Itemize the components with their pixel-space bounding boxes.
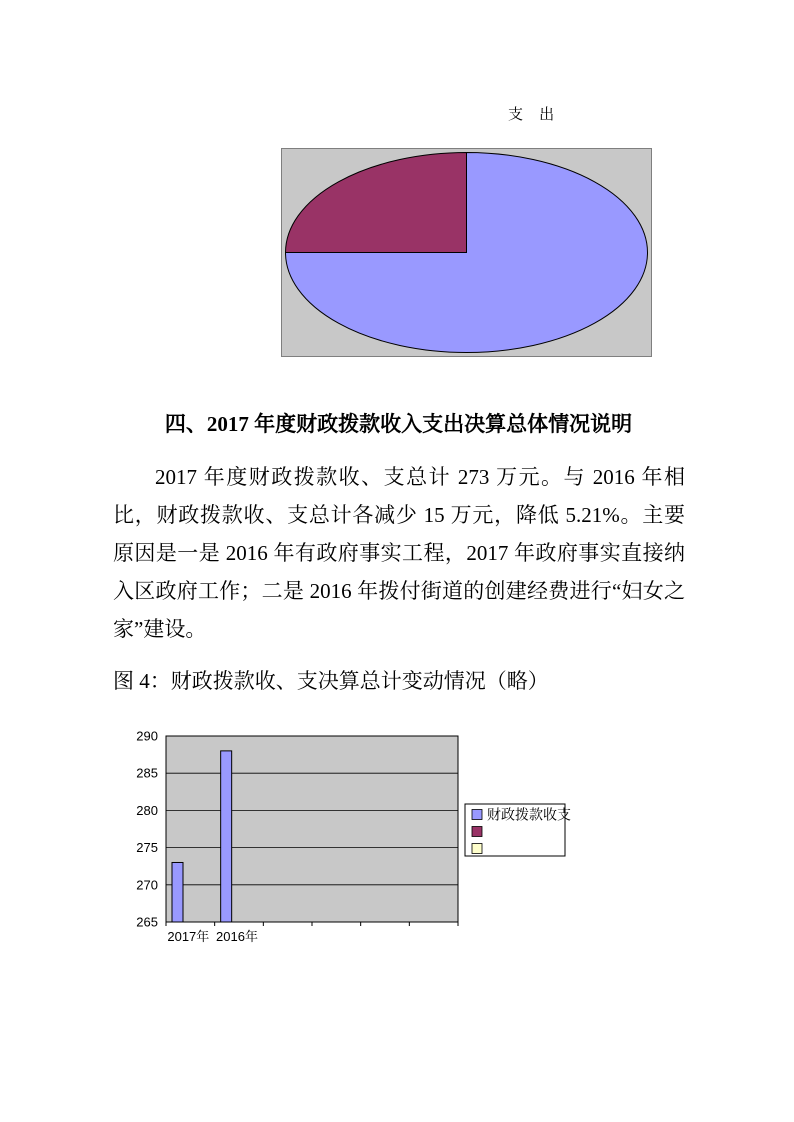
pie-slice-1 <box>286 153 467 253</box>
section-heading: 四、2017 年度财政拨款收入支出决算总体情况说明 <box>164 412 633 436</box>
pie-chart-title: 支 出 <box>508 106 561 123</box>
expenditure-pie-svg <box>282 149 651 356</box>
legend-swatch-1 <box>472 827 482 837</box>
bar-2017年 <box>172 862 183 922</box>
y-axis-label-265: 265 <box>136 914 158 930</box>
y-axis-label-285: 285 <box>136 765 158 781</box>
legend-swatch-0 <box>472 810 482 820</box>
bar-2016年 <box>221 751 232 922</box>
legend-swatch-2 <box>472 844 482 854</box>
legend-label-0: 财政拨款收支 <box>487 806 571 823</box>
x-axis-label-1: 2016年 <box>216 929 258 944</box>
y-axis-label-290: 290 <box>136 728 158 744</box>
y-axis-label-280: 280 <box>136 802 158 818</box>
plot-area <box>166 736 458 922</box>
y-axis-label-270: 270 <box>136 877 158 893</box>
expenditure-pie-chart <box>281 148 652 357</box>
bar-chart <box>135 726 585 958</box>
figure-caption: 图 4：财政拨款收、支决算总计变动情况（略） <box>113 669 549 693</box>
y-axis-label-275: 275 <box>136 840 158 856</box>
x-axis-label-0: 2017年 <box>167 929 210 944</box>
bar-chart-svg <box>135 726 585 958</box>
body-paragraph: 2017 年度财政拨款收、支总计 273 万元。与 2016 年相比，财政拨款收、支总计各减少 15 万元，降低 5.21%。主要原因是一是 2016 年有政府事实工程，2017 年政府事实直接纳入区政府工作；二是 2016 年拨付街道的创建经费进行“妇女之家”建设。 <box>113 465 685 641</box>
